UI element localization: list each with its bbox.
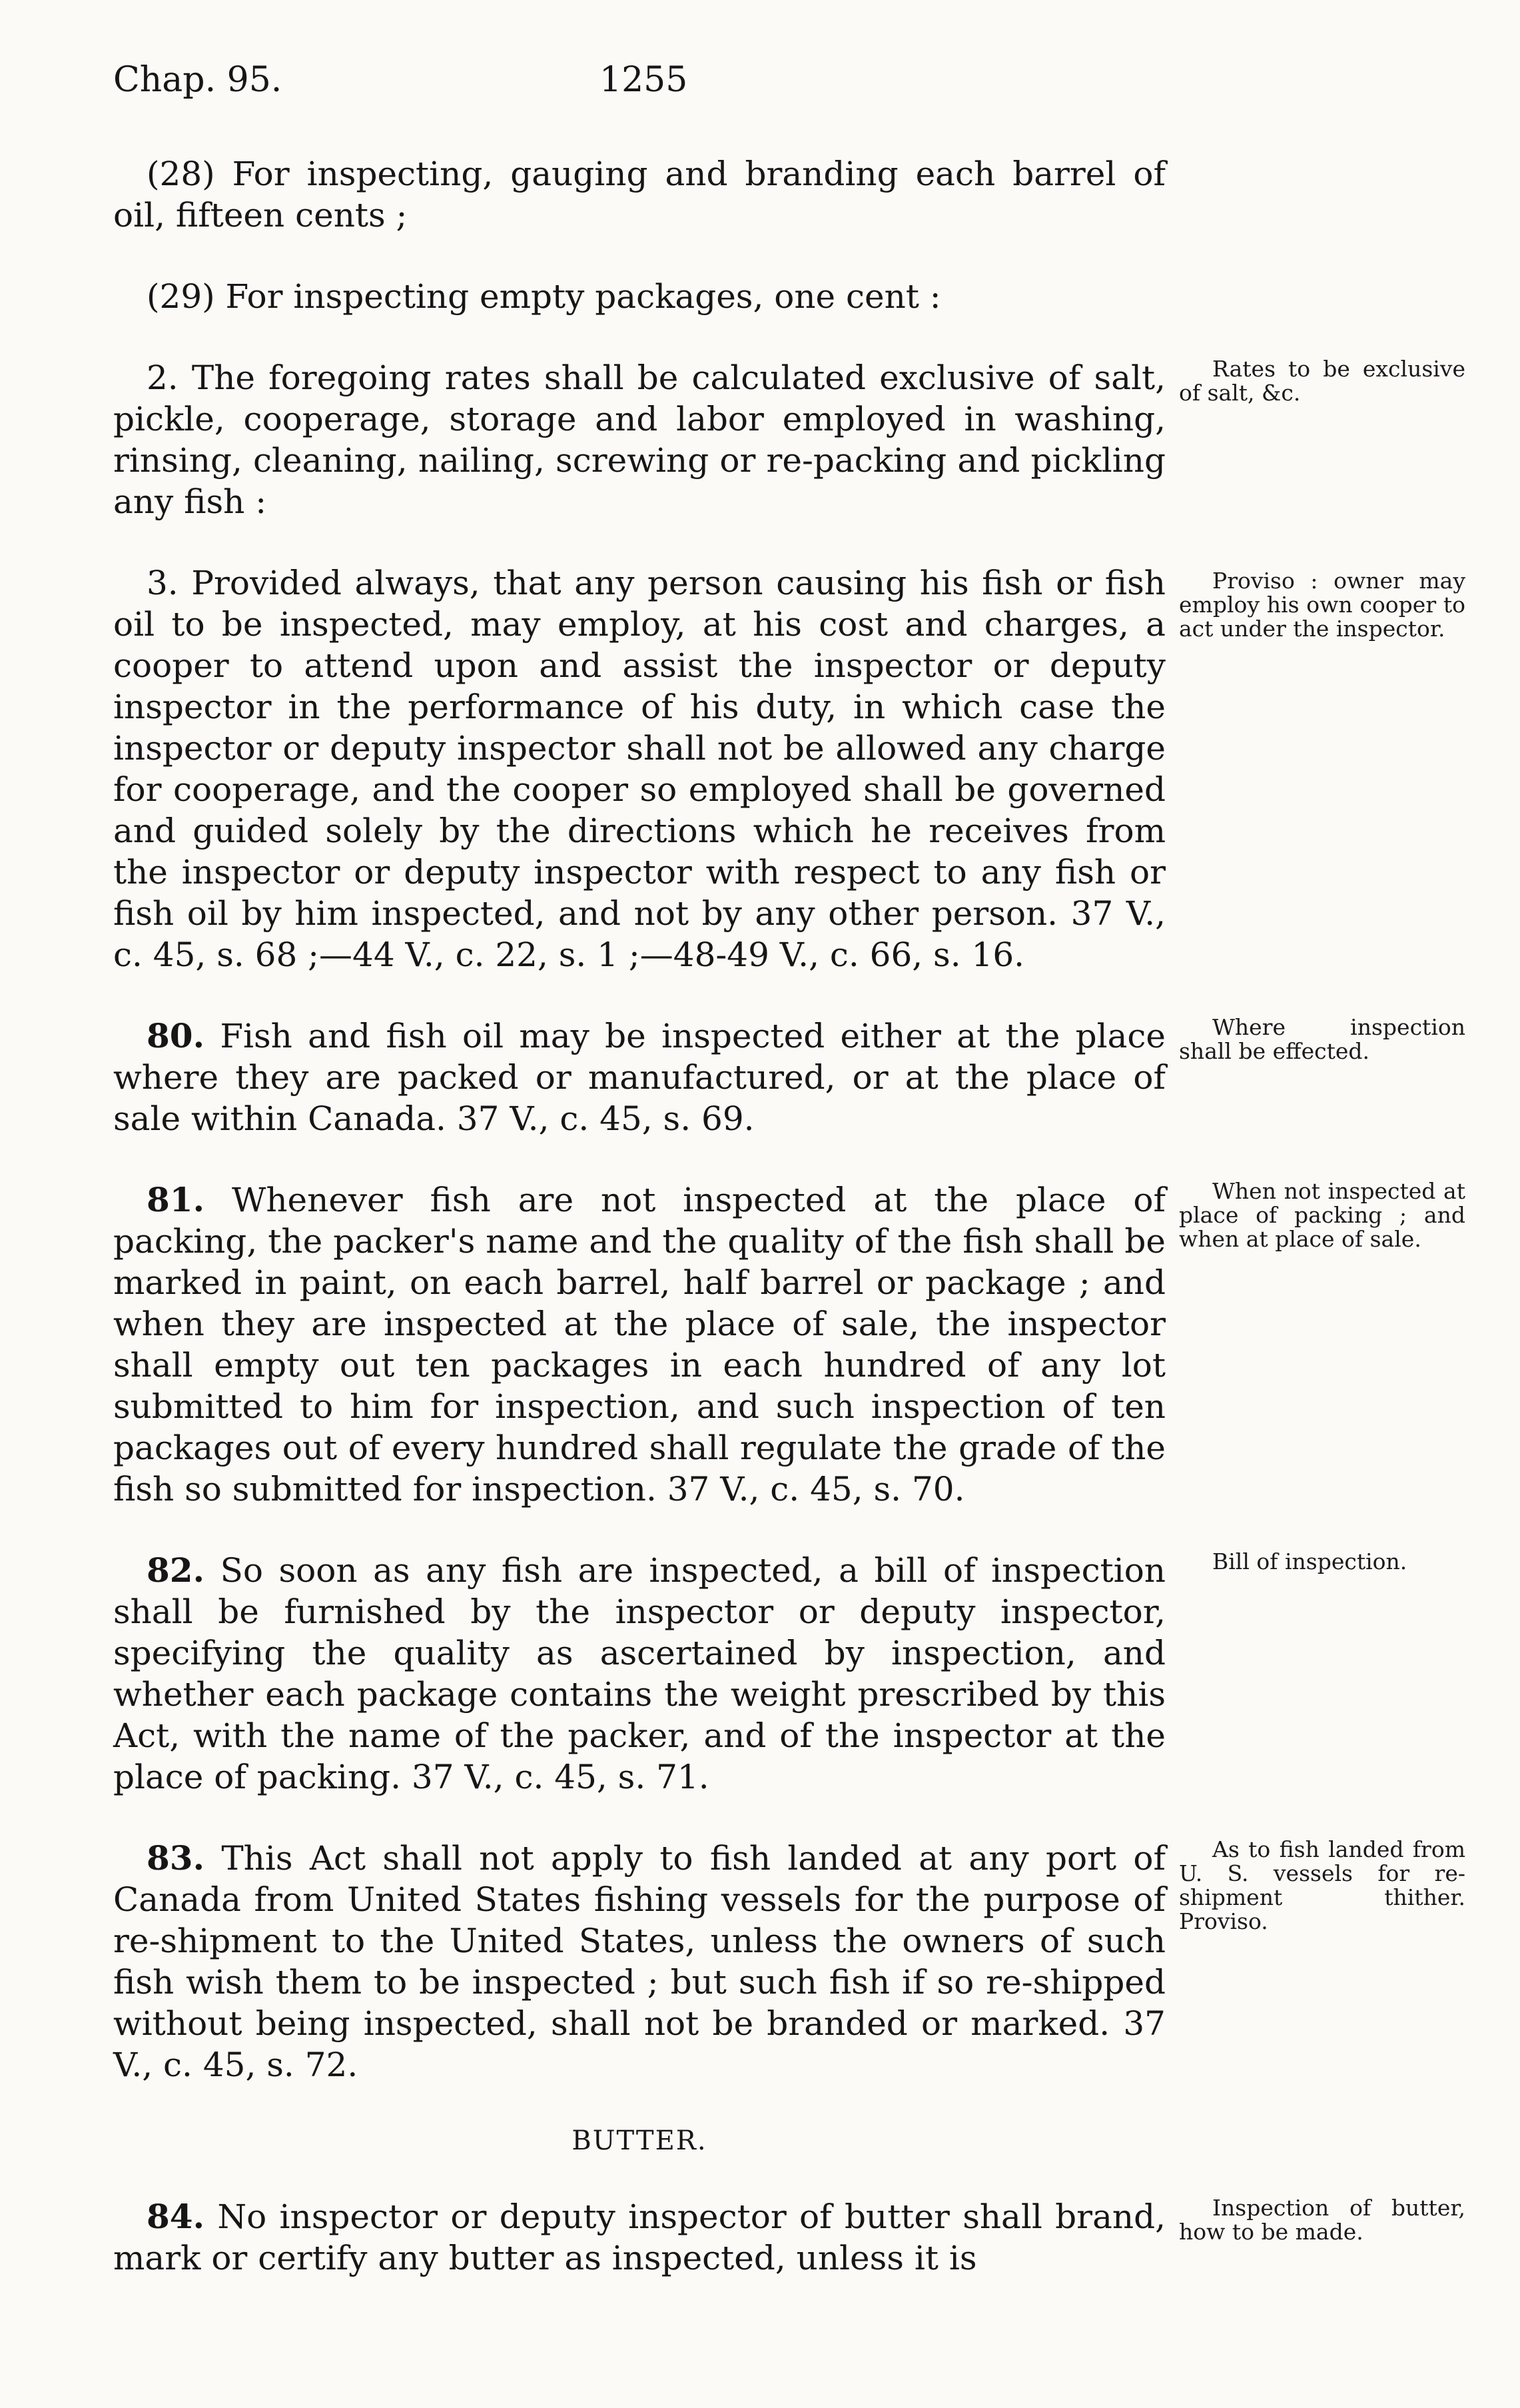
section-heading-butter: BUTTER. [571, 2125, 707, 2156]
section-number: 80. [147, 1016, 204, 1055]
paragraph-text: (28) For inspecting, gauging and branding each barrel of oil, fifteen cents ; [113, 155, 1166, 235]
margin-note: Proviso : owner may employ his own cooper to act under the inspector. [1179, 568, 1465, 642]
section-83 [113, 1836, 1465, 2086]
margin-note: As to fish landed from U. S. vessels for re-shipment thither. Proviso. [1179, 1836, 1465, 1934]
paragraph-3 [113, 562, 1465, 975]
paragraph-2 [113, 356, 1465, 522]
paragraph-text: So soon as any fish are inspected, a bill of inspection shall be furnished by the inspector or deputy inspector, specifying the quality as ascertained by inspection, and whether each package contains the weight prescribed by this Act, with the name of the packer, and of the inspector at the place of packing. 37 V., c. 45, s. 71. [113, 1551, 1166, 1796]
margin-note: Rates to be exclusive of salt, &c. [1179, 356, 1465, 406]
section-number: 84. [147, 2197, 204, 2236]
section-number: 83. [147, 1838, 204, 1878]
paragraph-text: No inspector or deputy inspector of butter shall brand, mark or certify any butter as inspected, unless it is [113, 2197, 1166, 2277]
paragraph-text: (29) For inspecting empty packages, one cent : [147, 277, 941, 316]
section-80 [113, 1014, 1465, 1139]
page-number: 1255 [599, 60, 688, 100]
chapter-label: Chap. 95. [113, 60, 282, 100]
paragraph-29 [113, 276, 1166, 317]
paragraph-text: 3. Provided always, that any person causing his fish or fish oil to be inspected, may employ, at his cost and charges, a cooper to attend upon and assist the inspector or deputy inspector in the performance of his duty, in which case the inspector or deputy inspector shall not be allowed any charge for cooperage, and the cooper so employed shall be governed and guided solely by the directions which he receives from the inspector or deputy inspector with respect to any fish or fish oil by him inspected, and not by any other person. 37 V., c. 45, s. 68 ;—44 V., c. 22, s. 1 ;—48-49 V., c. 66, s. 16. [113, 564, 1166, 974]
margin-note: Bill of inspection. [1212, 1548, 1407, 1574]
margin-note: Inspection of butter, how to be made. [1179, 2195, 1465, 2245]
section-82 [113, 1548, 1407, 1798]
margin-note: Where inspection shall be effected. [1179, 1014, 1465, 1064]
paragraph-28 [113, 153, 1166, 236]
section-number: 81. [147, 1180, 204, 1219]
paragraph-text: Fish and fish oil may be inspected either at the place where they are packed or manufactured, or at the place of sale within Canada. 37 V., c. 45, s. 69. [113, 1017, 1166, 1138]
paragraph-text: Whenever fish are not inspected at the place of packing, the packer's name and the quality of the fish shall be marked in paint, on each barrel, half barrel or package ; and when they are inspected at the place of sale, the inspector shall empty out ten packages in each hundred of any lot submitted to him for inspection, and such inspection of ten packages out of every hundred shall regulate the grade of the fish so submitted for inspection. 37 V., c. 45, s. 70. [113, 1181, 1166, 1508]
page-header [113, 47, 1179, 120]
section-84 [113, 2195, 1465, 2279]
section-number: 82. [147, 1550, 204, 1590]
paragraph-text: This Act shall not apply to fish landed at any port of Canada from United States fishing vessels for the purpose of re-shipment to the United States, unless the owners of such fish wish them to be inspected ; but such fish if so re-shipped without being inspected, shall not be branded or marked. 37 V., c. 45, s. 72. [113, 1839, 1166, 2084]
main-text-column [113, 153, 1465, 2279]
paragraph-text: 2. The foregoing rates shall be calculated exclusive of salt, pickle, cooperage, storage and labor employed in washing, rinsing, cleaning, nailing, screwing or re-packing and pickling any fish : [113, 358, 1166, 521]
margin-note: When not inspected at place of packing ; and when at place of sale. [1179, 1178, 1465, 1252]
section-81 [113, 1178, 1465, 1510]
